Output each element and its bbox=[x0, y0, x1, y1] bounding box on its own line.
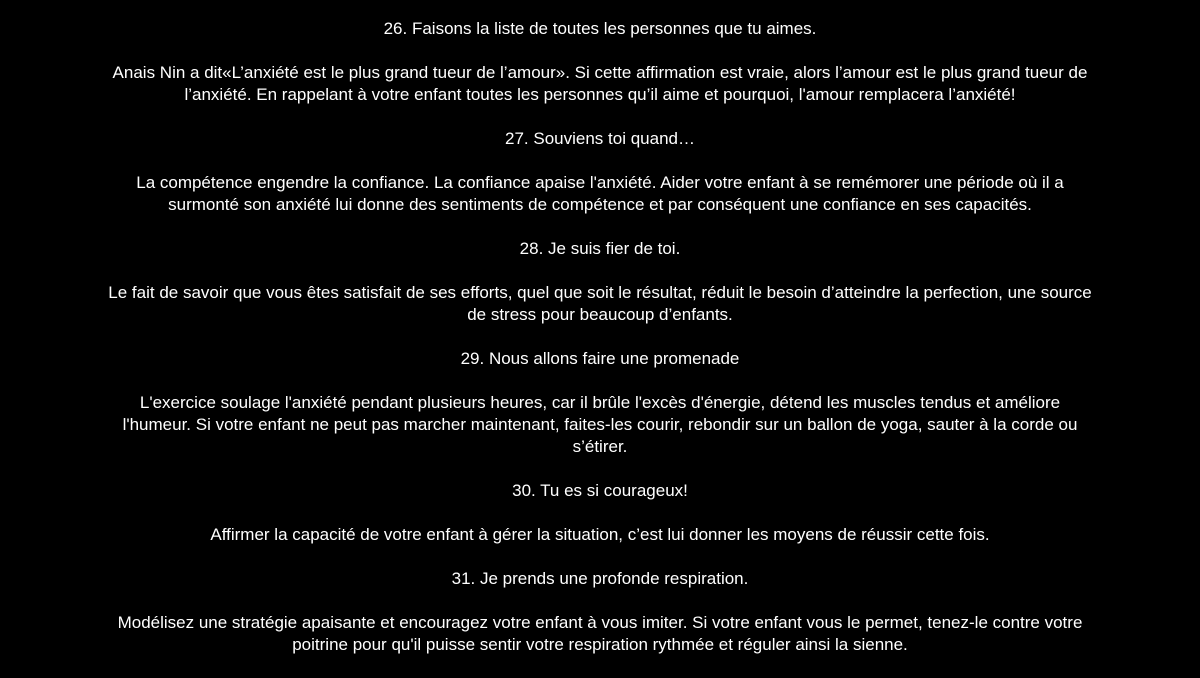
section-heading-31: 31. Je prends une profonde respiration. bbox=[451, 569, 749, 588]
section-heading-29: 29. Nous allons faire une promenade bbox=[460, 349, 740, 368]
section-body-30: Affirmer la capacité de votre enfant à gérer la situation, c’est lui donner les moyens de réussir cette fois. bbox=[210, 525, 990, 544]
section-body-27: La compétence engendre la confiance. La confiance apaise l'anxiété. Aider votre enfant à se remémorer une période où il a surmonté son anxiété lui donne des sentiments de compétence et par conséquent une confiance en ses capacités. bbox=[136, 173, 1064, 214]
section-body-31: Modélisez une stratégie apaisante et encouragez votre enfant à vous imiter. Si votre enfant vous le permet, tenez-le contre votre poitrine pour qu'il puisse sentir votre respiration rythmée et réguler ainsi la sienne. bbox=[117, 613, 1083, 654]
section-heading-26: 26. Faisons la liste de toutes les personnes que tu aimes. bbox=[383, 19, 817, 38]
section-heading-28: 28. Je suis fier de toi. bbox=[519, 239, 681, 258]
document-content bbox=[0, 18, 1200, 678]
section-body-26: Anais Nin a dit«L’anxiété est le plus grand tueur de l’amour». Si cette affirmation est vraie, alors l’amour est le plus grand tueur de l’anxiété. En rappelant à votre enfant toutes les personnes qu’il aime et pourquoi, l'amour remplacera l’anxiété! bbox=[112, 63, 1088, 104]
section-body-29: L'exercice soulage l'anxiété pendant plusieurs heures, car il brûle l'excès d'énergie, détend les muscles tendus et améliore l'humeur. Si votre enfant ne peut pas marcher maintenant, faites-les courir, rebondir sur un ballon de yoga, sauter à la corde ou s’étirer. bbox=[122, 393, 1078, 456]
section-heading-27: 27. Souviens toi quand… bbox=[505, 129, 695, 148]
section-body-28: Le fait de savoir que vous êtes satisfait de ses efforts, quel que soit le résultat, réduit le besoin d’atteindre la perfection, une source de stress pour beaucoup d’enfants. bbox=[108, 283, 1092, 324]
section-heading-30: 30. Tu es si courageux! bbox=[512, 481, 688, 500]
